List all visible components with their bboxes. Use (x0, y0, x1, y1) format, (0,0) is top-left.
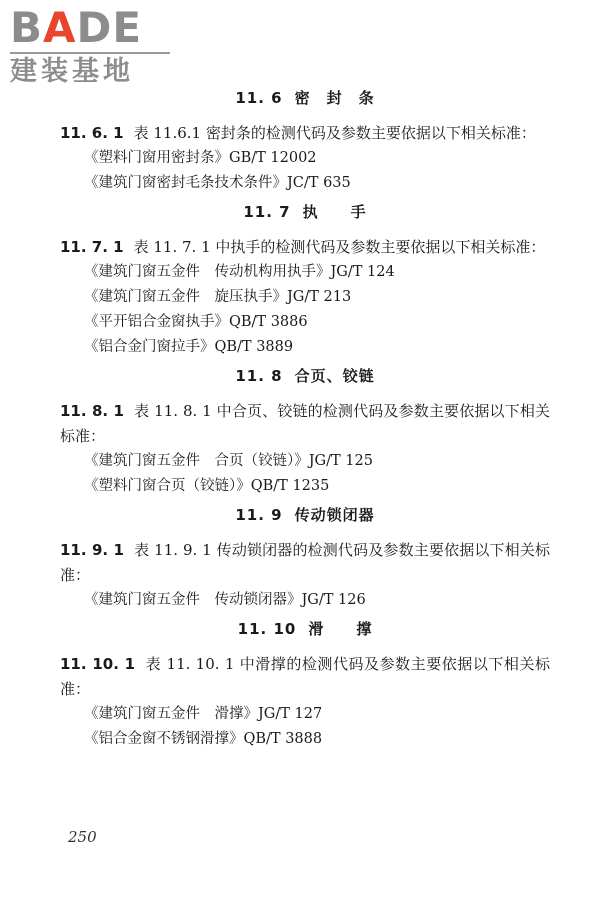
clause-text: 表 11. 10. 1 中滑撑的检测代码及参数主要依据以下相关标准： (60, 655, 551, 698)
standard-reference: 《建筑门窗五金件 旋压执手》JG/T 213 (84, 289, 352, 305)
section-heading: 密 封 条 (294, 89, 375, 107)
clause-number: 11. 7. 1 (60, 238, 124, 256)
page-number: 250 (68, 828, 97, 846)
standard-reference: 《建筑门窗五金件 传动锁闭器》JG/T 126 (84, 592, 366, 608)
standard-reference: 《平开铝合金窗执手》QB/T 3886 (84, 314, 308, 330)
clause-text: 表 11. 7. 1 中执手的检测代码及参数主要依据以下相关标准： (133, 238, 546, 256)
section-heading: 传动锁闭器 (294, 506, 375, 524)
section-number: 11. 10 (237, 620, 297, 638)
section-title-11-8 (60, 360, 550, 392)
brand-logo (10, 3, 175, 88)
clause-11-9-1 (60, 538, 550, 588)
section-heading: 滑 撑 (308, 620, 373, 638)
standard-reference: 《铝合金窗不锈钢滑撑》QB/T 3888 (84, 731, 323, 747)
clause-11-6-1 (60, 121, 550, 146)
clause-number: 11. 8. 1 (60, 402, 124, 420)
clause-11-8-1 (60, 399, 550, 449)
clause-text: 表 11.6.1 密封条的检测代码及参数主要依据以下相关标准： (133, 124, 536, 142)
clause-number: 11. 10. 1 (60, 655, 136, 673)
clause-number: 11. 9. 1 (60, 541, 124, 559)
clause-number: 11. 6. 1 (60, 124, 124, 142)
section-heading: 执 手 (302, 203, 367, 221)
logo-wordmark: BADE (10, 3, 143, 52)
section-title-11-10 (60, 613, 550, 645)
standard-reference: 《建筑门窗五金件 合页（铰链）》JG/T 125 (84, 453, 373, 469)
standard-reference: 《铝合金门窗拉手》QB/T 3889 (84, 339, 294, 355)
section-number: 11. 8 (235, 367, 283, 385)
section-number: 11. 6 (235, 89, 283, 107)
standard-reference: 《塑料门窗合页（铰链）》QB/T 1235 (84, 478, 330, 494)
section-number: 11. 9 (235, 506, 283, 524)
logo-divider (10, 52, 170, 54)
clause-11-7-1 (60, 235, 550, 260)
section-number: 11. 7 (243, 203, 291, 221)
section-title-11-9 (60, 499, 550, 531)
document-body (60, 82, 550, 752)
standard-reference: 《建筑门窗密封毛条技术条件》JC/T 635 (84, 175, 351, 191)
clause-text: 表 11. 9. 1 传动锁闭器的检测代码及参数主要依据以下相关标准： (60, 541, 550, 584)
section-heading: 合页、铰链 (294, 367, 375, 385)
clause-11-10-1 (60, 652, 550, 702)
standard-reference: 《建筑门窗五金件 传动机构用执手》JG/T 124 (84, 264, 395, 280)
clause-text: 表 11. 8. 1 中合页、铰链的检测代码及参数主要依据以下相关标准： (60, 402, 550, 445)
logo-subtitle: 建装基地 (10, 56, 134, 87)
section-title-11-6 (60, 82, 550, 114)
standard-reference: 《建筑门窗五金件 滑撑》JG/T 127 (84, 706, 323, 722)
standard-reference: 《塑料门窗用密封条》GB/T 12002 (84, 150, 317, 166)
section-title-11-7 (60, 196, 550, 228)
